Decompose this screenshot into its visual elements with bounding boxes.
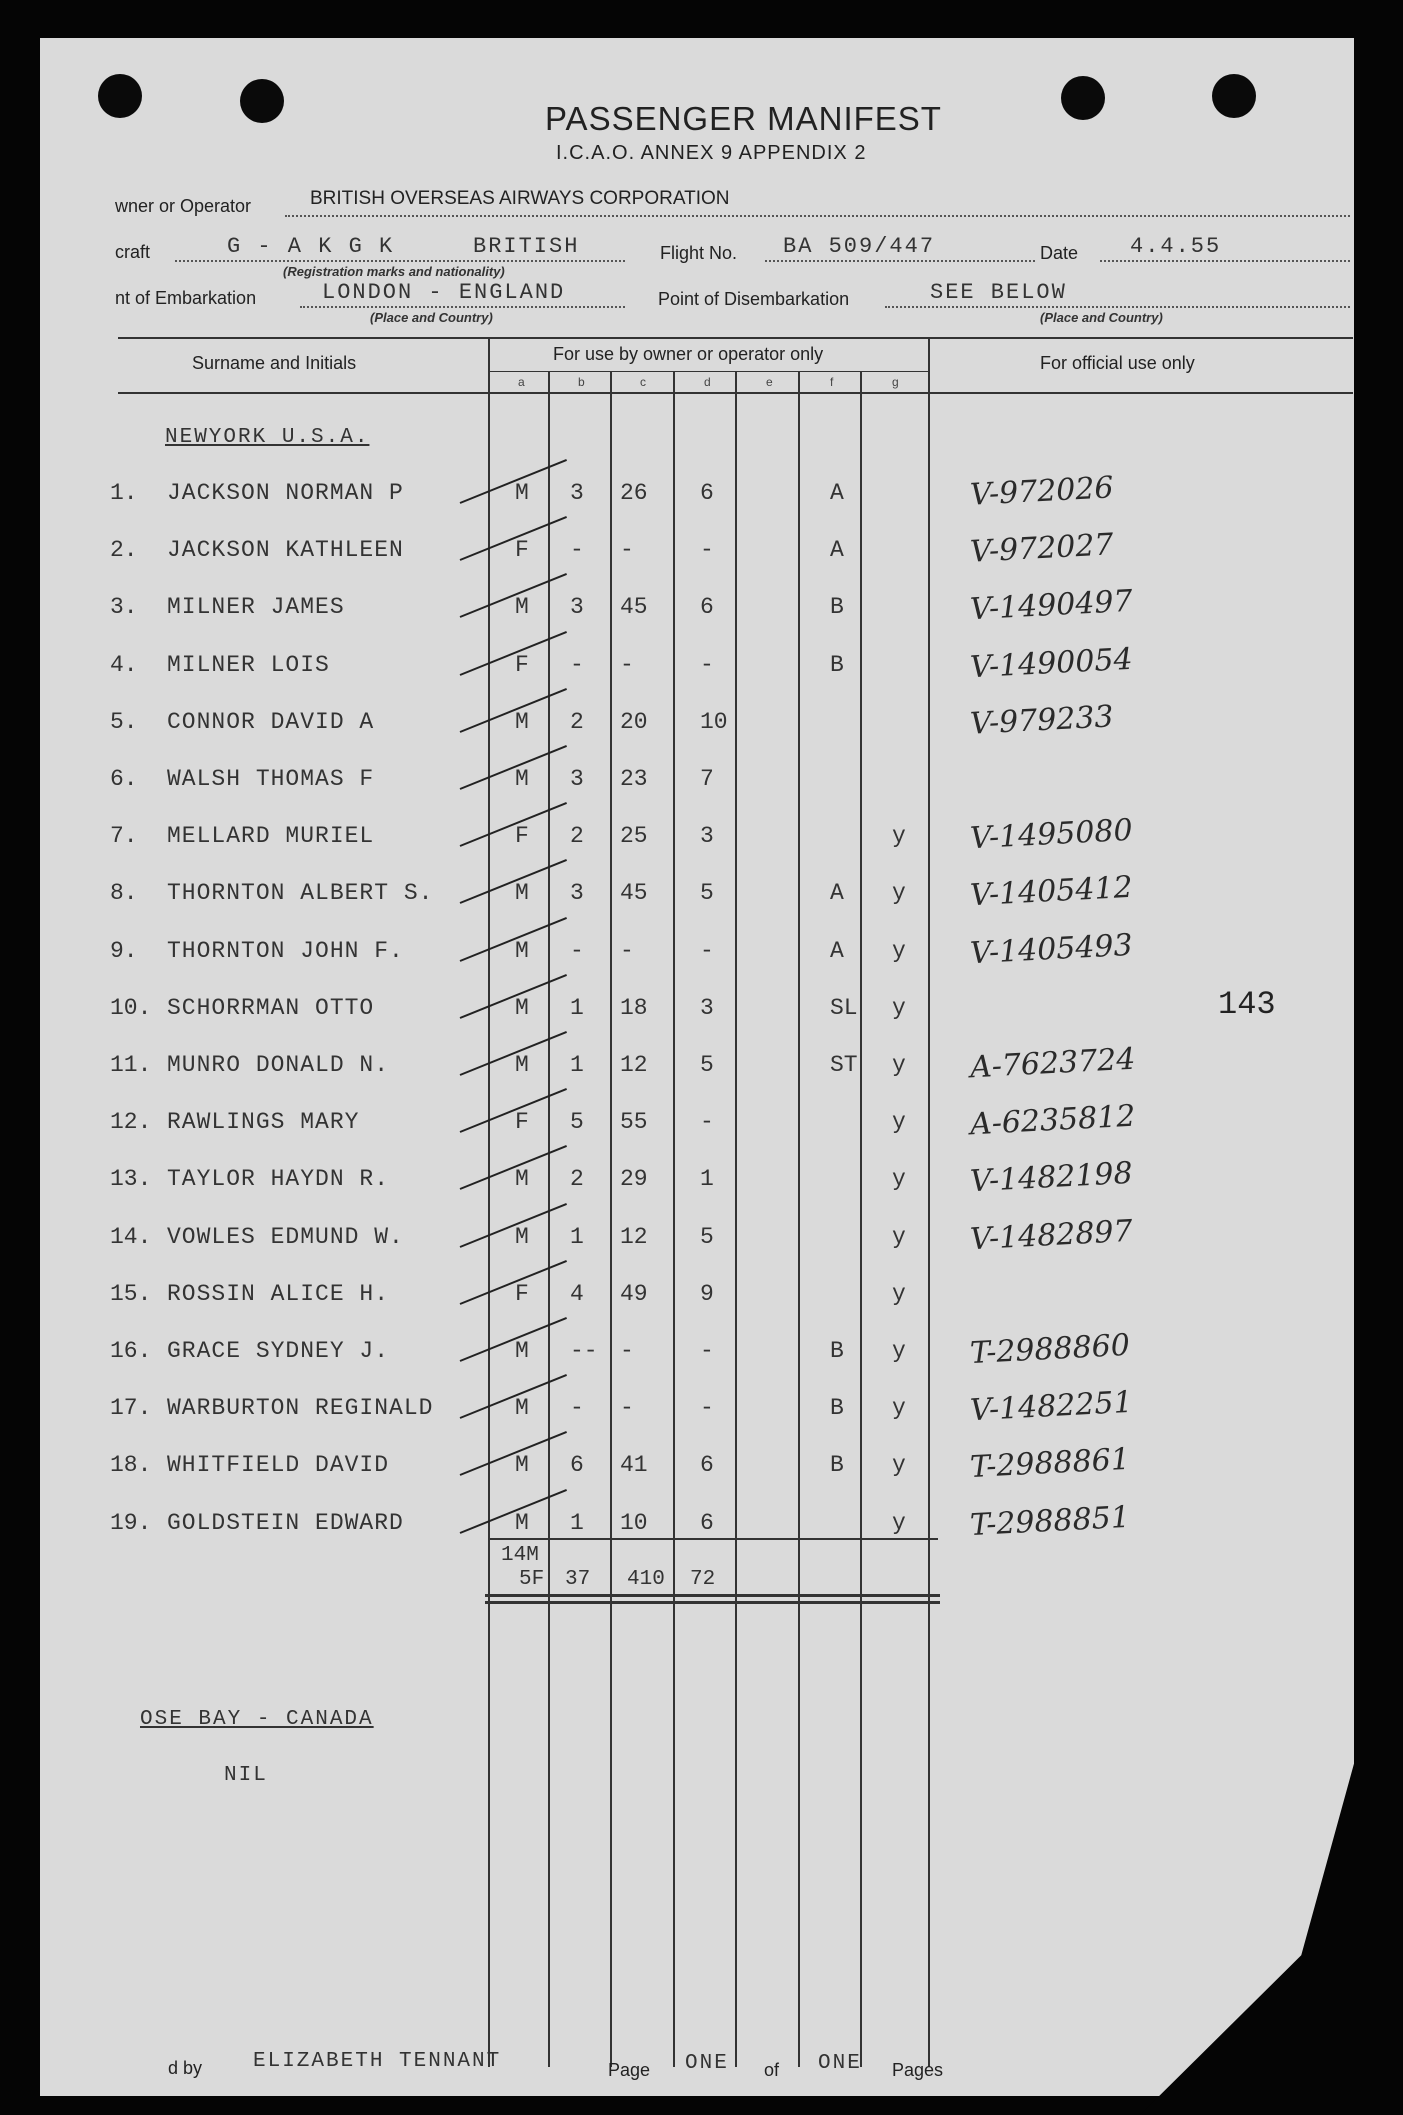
col-f-value: B: [830, 594, 844, 620]
total-d: 72: [690, 1568, 716, 1591]
aircraft-nationality: BRITISH: [473, 234, 580, 259]
date-dotted-line: [1100, 260, 1350, 262]
col-c-value: 18: [620, 995, 648, 1021]
punch-hole: [1212, 74, 1256, 118]
embarkation-note: (Place and Country): [370, 310, 493, 325]
official-visa-number: V-1490054: [969, 641, 1134, 686]
col-g-value: y: [892, 1395, 906, 1421]
col-d-value: 3: [700, 823, 714, 849]
tick-mark: [460, 974, 567, 1019]
tick-mark: [460, 459, 567, 504]
col-c-value: 26: [620, 480, 648, 506]
total-c: 410: [627, 1568, 665, 1591]
col-a-sex: M: [515, 709, 529, 735]
tick-mark: [460, 573, 567, 618]
of-label: of: [764, 2060, 780, 2080]
col-d-value: 5: [700, 880, 714, 906]
total-female: 5F: [519, 1568, 545, 1591]
punch-hole: [98, 74, 142, 118]
subcol-c: c: [640, 375, 646, 389]
col-g-value: y: [892, 1052, 906, 1078]
col-b-value: 1: [570, 1052, 584, 1078]
col-c-value: 23: [620, 766, 648, 792]
official-visa-number: V-972027: [969, 527, 1115, 570]
passenger-name: WALSH THOMAS F: [167, 766, 375, 792]
col-c-value: -: [620, 537, 634, 563]
col-a-sex: M: [515, 594, 529, 620]
passenger-name: MILNER LOIS: [167, 652, 330, 678]
date-value: 4.4.55: [1130, 234, 1222, 259]
official-visa-number: V-1405493: [969, 927, 1134, 972]
passenger-name: THORNTON ALBERT S.: [167, 880, 434, 906]
official-visa-number: V-1482251: [969, 1384, 1134, 1429]
row-number: 19.: [110, 1510, 152, 1536]
col-g-value: y: [892, 1109, 906, 1135]
col-line: [548, 371, 550, 2067]
col-g-value: y: [892, 995, 906, 1021]
totals-top-rule: [488, 1538, 938, 1540]
col-d-value: 6: [700, 594, 714, 620]
col-line: [488, 337, 490, 2067]
passenger-name: JACKSON NORMAN P: [167, 480, 404, 506]
col-g-value: y: [892, 1281, 906, 1307]
col-g-value: y: [892, 1224, 906, 1250]
col-a-sex: M: [515, 1166, 529, 1192]
col-f-value: B: [830, 1338, 844, 1364]
col-d-value: -: [700, 652, 714, 678]
subcol-g: g: [892, 375, 899, 389]
passenger-name: THORNTON JOHN F.: [167, 938, 404, 964]
col-b-value: 3: [570, 766, 584, 792]
official-visa-number: T-2988861: [969, 1441, 1131, 1486]
official-visa-number: V-1490497: [969, 583, 1134, 628]
col-b-value: 3: [570, 594, 584, 620]
official-visa-number: A-6235812: [969, 1098, 1137, 1143]
subcol-a: a: [518, 375, 525, 389]
tick-mark: [460, 745, 567, 790]
official-visa-number: A-7623724: [969, 1041, 1137, 1086]
passenger-name: GOLDSTEIN EDWARD: [167, 1510, 404, 1536]
col-b-value: 3: [570, 480, 584, 506]
official-visa-number: T-2988851: [969, 1499, 1131, 1544]
tick-mark: [460, 1317, 567, 1362]
col-d-value: 6: [700, 1452, 714, 1478]
col-g-value: y: [892, 1338, 906, 1364]
col-c-value: 10: [620, 1510, 648, 1536]
tick-mark: [460, 688, 567, 733]
col-a-sex: M: [515, 880, 529, 906]
tick-mark: [460, 1203, 567, 1248]
passenger-name: WHITFIELD DAVID: [167, 1452, 390, 1478]
col-a-sex: F: [515, 1281, 529, 1307]
col-c-value: 45: [620, 880, 648, 906]
col-d-value: 6: [700, 480, 714, 506]
tick-mark: [460, 516, 567, 561]
row-number: 12.: [110, 1109, 152, 1135]
col-d-value: -: [700, 938, 714, 964]
col-f-value: B: [830, 1452, 844, 1478]
col-f-value: SL: [830, 995, 858, 1021]
official-visa-number: V-1405412: [969, 869, 1134, 914]
subcol-e: e: [766, 375, 773, 389]
row-number: 7.: [110, 823, 138, 849]
section-heading-goose-bay: OSE BAY - CANADA: [140, 1708, 374, 1731]
col-b-value: -: [570, 938, 584, 964]
passenger-name: MUNRO DONALD N.: [167, 1052, 390, 1078]
official-visa-number: V-1495080: [969, 812, 1134, 857]
col-c-value: 25: [620, 823, 648, 849]
tick-mark: [460, 1088, 567, 1133]
col-line: [860, 371, 862, 2067]
col-c-value: 20: [620, 709, 648, 735]
col-d-value: 3: [700, 995, 714, 1021]
col-c-value: 12: [620, 1224, 648, 1250]
tick-mark: [460, 1374, 567, 1419]
col-c-value: 55: [620, 1109, 648, 1135]
disembarkation-note: (Place and Country): [1040, 310, 1163, 325]
col-g-value: y: [892, 1510, 906, 1536]
passenger-name: RAWLINGS MARY: [167, 1109, 360, 1135]
col-d-value: 7: [700, 766, 714, 792]
row-number: 3.: [110, 594, 138, 620]
col-d-value: 10: [700, 709, 728, 735]
col-f-value: A: [830, 480, 844, 506]
page-title: PASSENGER MANIFEST: [545, 100, 942, 137]
col-d-value: -: [700, 1338, 714, 1364]
row-number: 16.: [110, 1338, 152, 1364]
col-d-value: -: [700, 1395, 714, 1421]
page-total: ONE: [818, 2052, 862, 2075]
tick-mark: [460, 1031, 567, 1076]
col-a-sex: F: [515, 652, 529, 678]
row-number: 5.: [110, 709, 138, 735]
row-number: 17.: [110, 1395, 152, 1421]
passenger-name: WARBURTON REGINALD: [167, 1395, 434, 1421]
page-number: ONE: [685, 2052, 729, 2075]
col-a-sex: M: [515, 766, 529, 792]
date-label: Date: [1040, 243, 1079, 263]
col-a-sex: M: [515, 1510, 529, 1536]
embarkation-dotted-line: [300, 306, 625, 308]
col-a-sex: M: [515, 1338, 529, 1364]
col-b-value: 1: [570, 1224, 584, 1250]
manifest-sheet: [40, 38, 1354, 2096]
col-d-value: 9: [700, 1281, 714, 1307]
col-g-value: y: [892, 1166, 906, 1192]
row-number: 14.: [110, 1224, 152, 1250]
disembarkation-value: SEE BELOW: [930, 280, 1067, 305]
col-line: [928, 337, 930, 2067]
tick-mark: [460, 859, 567, 904]
col-b-value: 3: [570, 880, 584, 906]
operator-dotted-line: [285, 215, 1350, 217]
row-number: 4.: [110, 652, 138, 678]
col-c-value: 29: [620, 1166, 648, 1192]
row-number: 13.: [110, 1166, 152, 1192]
flight-label: Flight No.: [660, 243, 738, 263]
tick-mark: [460, 1145, 567, 1190]
col-f-value: ST: [830, 1052, 858, 1078]
col-d-value: 5: [700, 1224, 714, 1250]
col-g-value: y: [892, 823, 906, 849]
col-d-value: 5: [700, 1052, 714, 1078]
embarkation-label: nt of Embarkation: [115, 288, 257, 308]
col-a-sex: F: [515, 537, 529, 563]
flight-number: BA 509/447: [783, 234, 936, 259]
surname-header: Surname and Initials: [192, 353, 357, 373]
col-c-value: -: [620, 938, 634, 964]
passenger-name: CONNOR DAVID A: [167, 709, 375, 735]
row-number: 6.: [110, 766, 138, 792]
row-number: 15.: [110, 1281, 152, 1307]
goose-bay-nil: NIL: [224, 1764, 268, 1787]
col-b-value: 2: [570, 823, 584, 849]
official-visa-number: V-979233: [969, 699, 1115, 742]
col-b-value: 1: [570, 1510, 584, 1536]
col-a-sex: F: [515, 823, 529, 849]
embarkation-value: LONDON - ENGLAND: [322, 280, 566, 305]
col-b-value: 2: [570, 1166, 584, 1192]
col-b-value: -: [570, 1395, 584, 1421]
col-line: [673, 371, 675, 2067]
col-c-value: -: [620, 1338, 634, 1364]
totals-double-rule: [485, 1594, 940, 1597]
col-a-sex: M: [515, 1052, 529, 1078]
passenger-name: JACKSON KATHLEEN: [167, 537, 404, 563]
col-f-value: A: [830, 938, 844, 964]
col-b-value: -: [570, 652, 584, 678]
aircraft-registration: G - A K G K: [227, 234, 395, 259]
official-visa-number: T-2988860: [969, 1327, 1131, 1372]
aircraft-dotted-line: [175, 260, 625, 262]
disembarkation-dotted-line: [885, 306, 1350, 308]
passenger-name: SCHORRMAN OTTO: [167, 995, 375, 1021]
row-number: 2.: [110, 537, 138, 563]
subcol-b: b: [578, 375, 585, 389]
signed-by: ELIZABETH TENNANT: [253, 2050, 502, 2073]
section-heading-newyork: NEWYORK U.S.A.: [165, 426, 370, 449]
passenger-name: MELLARD MURIEL: [167, 823, 375, 849]
tick-mark: [460, 631, 567, 676]
row-number: 11.: [110, 1052, 152, 1078]
col-d-value: -: [700, 537, 714, 563]
tick-mark: [460, 802, 567, 847]
pages-label: Pages: [892, 2060, 944, 2080]
subcol-rule: [490, 371, 930, 372]
table-top-rule: [118, 337, 1353, 339]
operator-value: BRITISH OVERSEAS AIRWAYS CORPORATION: [310, 188, 730, 209]
col-a-sex: M: [515, 1452, 529, 1478]
col-a-sex: M: [515, 1224, 529, 1250]
signed-label: d by: [168, 2058, 203, 2078]
row-number: 8.: [110, 880, 138, 906]
col-f-value: A: [830, 537, 844, 563]
col-b-value: 6: [570, 1452, 584, 1478]
passenger-name: GRACE SYDNEY J.: [167, 1338, 390, 1364]
col-b-value: -: [570, 537, 584, 563]
passenger-name: VOWLES EDMUND W.: [167, 1224, 404, 1250]
page-subtitle: I.C.A.O. ANNEX 9 APPENDIX 2: [556, 142, 867, 164]
col-f-value: A: [830, 880, 844, 906]
col-a-sex: M: [515, 1395, 529, 1421]
col-b-value: 5: [570, 1109, 584, 1135]
row-number: 1.: [110, 480, 138, 506]
total-b: 37: [565, 1568, 591, 1591]
col-a-sex: M: [515, 995, 529, 1021]
official-visa-number: V-1482198: [969, 1155, 1134, 1200]
col-g-value: y: [892, 938, 906, 964]
tick-mark: [460, 1260, 567, 1305]
passenger-name: TAYLOR HAYDN R.: [167, 1166, 390, 1192]
col-f-value: B: [830, 652, 844, 678]
col-f-value: B: [830, 1395, 844, 1421]
col-c-value: -: [620, 1395, 634, 1421]
col-c-value: 12: [620, 1052, 648, 1078]
col-b-value: 2: [570, 709, 584, 735]
flight-dotted-line: [765, 260, 1035, 262]
tick-mark: [460, 1431, 567, 1476]
page-label: Page: [608, 2060, 651, 2080]
col-line: [798, 371, 800, 2067]
operator-label: wner or Operator: [115, 196, 252, 216]
total-male: 14M: [501, 1544, 539, 1567]
tick-mark: [460, 1489, 567, 1534]
page-stamp-number: 143: [1218, 986, 1276, 1023]
aircraft-label: craft: [115, 242, 151, 262]
col-c-value: 41: [620, 1452, 648, 1478]
col-g-value: y: [892, 1452, 906, 1478]
col-a-sex: M: [515, 480, 529, 506]
aircraft-note: (Registration marks and nationality): [283, 264, 505, 279]
subcol-f: f: [830, 375, 834, 389]
totals-double-rule: [485, 1601, 940, 1604]
punch-hole: [240, 79, 284, 123]
subcol-d: d: [704, 375, 711, 389]
col-c-value: 49: [620, 1281, 648, 1307]
punch-hole: [1061, 76, 1105, 120]
passenger-name: MILNER JAMES: [167, 594, 345, 620]
tick-mark: [460, 917, 567, 962]
col-line: [735, 371, 737, 2067]
row-number: 9.: [110, 938, 138, 964]
row-number: 10.: [110, 995, 152, 1021]
col-b-value: --: [570, 1338, 598, 1364]
col-d-value: -: [700, 1109, 714, 1135]
row-number: 18.: [110, 1452, 152, 1478]
col-b-value: 4: [570, 1281, 584, 1307]
col-a-sex: M: [515, 938, 529, 964]
col-g-value: y: [892, 880, 906, 906]
disembarkation-label: Point of Disembarkation: [658, 289, 850, 309]
col-c-value: 45: [620, 594, 648, 620]
official-visa-number: V-1482897: [969, 1213, 1134, 1258]
operator-use-header: For use by owner or operator only: [553, 344, 824, 364]
passenger-name: ROSSIN ALICE H.: [167, 1281, 390, 1307]
col-b-value: 1: [570, 995, 584, 1021]
col-c-value: -: [620, 652, 634, 678]
col-line: [610, 371, 612, 2067]
col-d-value: 1: [700, 1166, 714, 1192]
col-d-value: 6: [700, 1510, 714, 1536]
official-use-header: For official use only: [1040, 353, 1195, 373]
col-a-sex: F: [515, 1109, 529, 1135]
official-visa-number: V-972026: [969, 470, 1115, 513]
